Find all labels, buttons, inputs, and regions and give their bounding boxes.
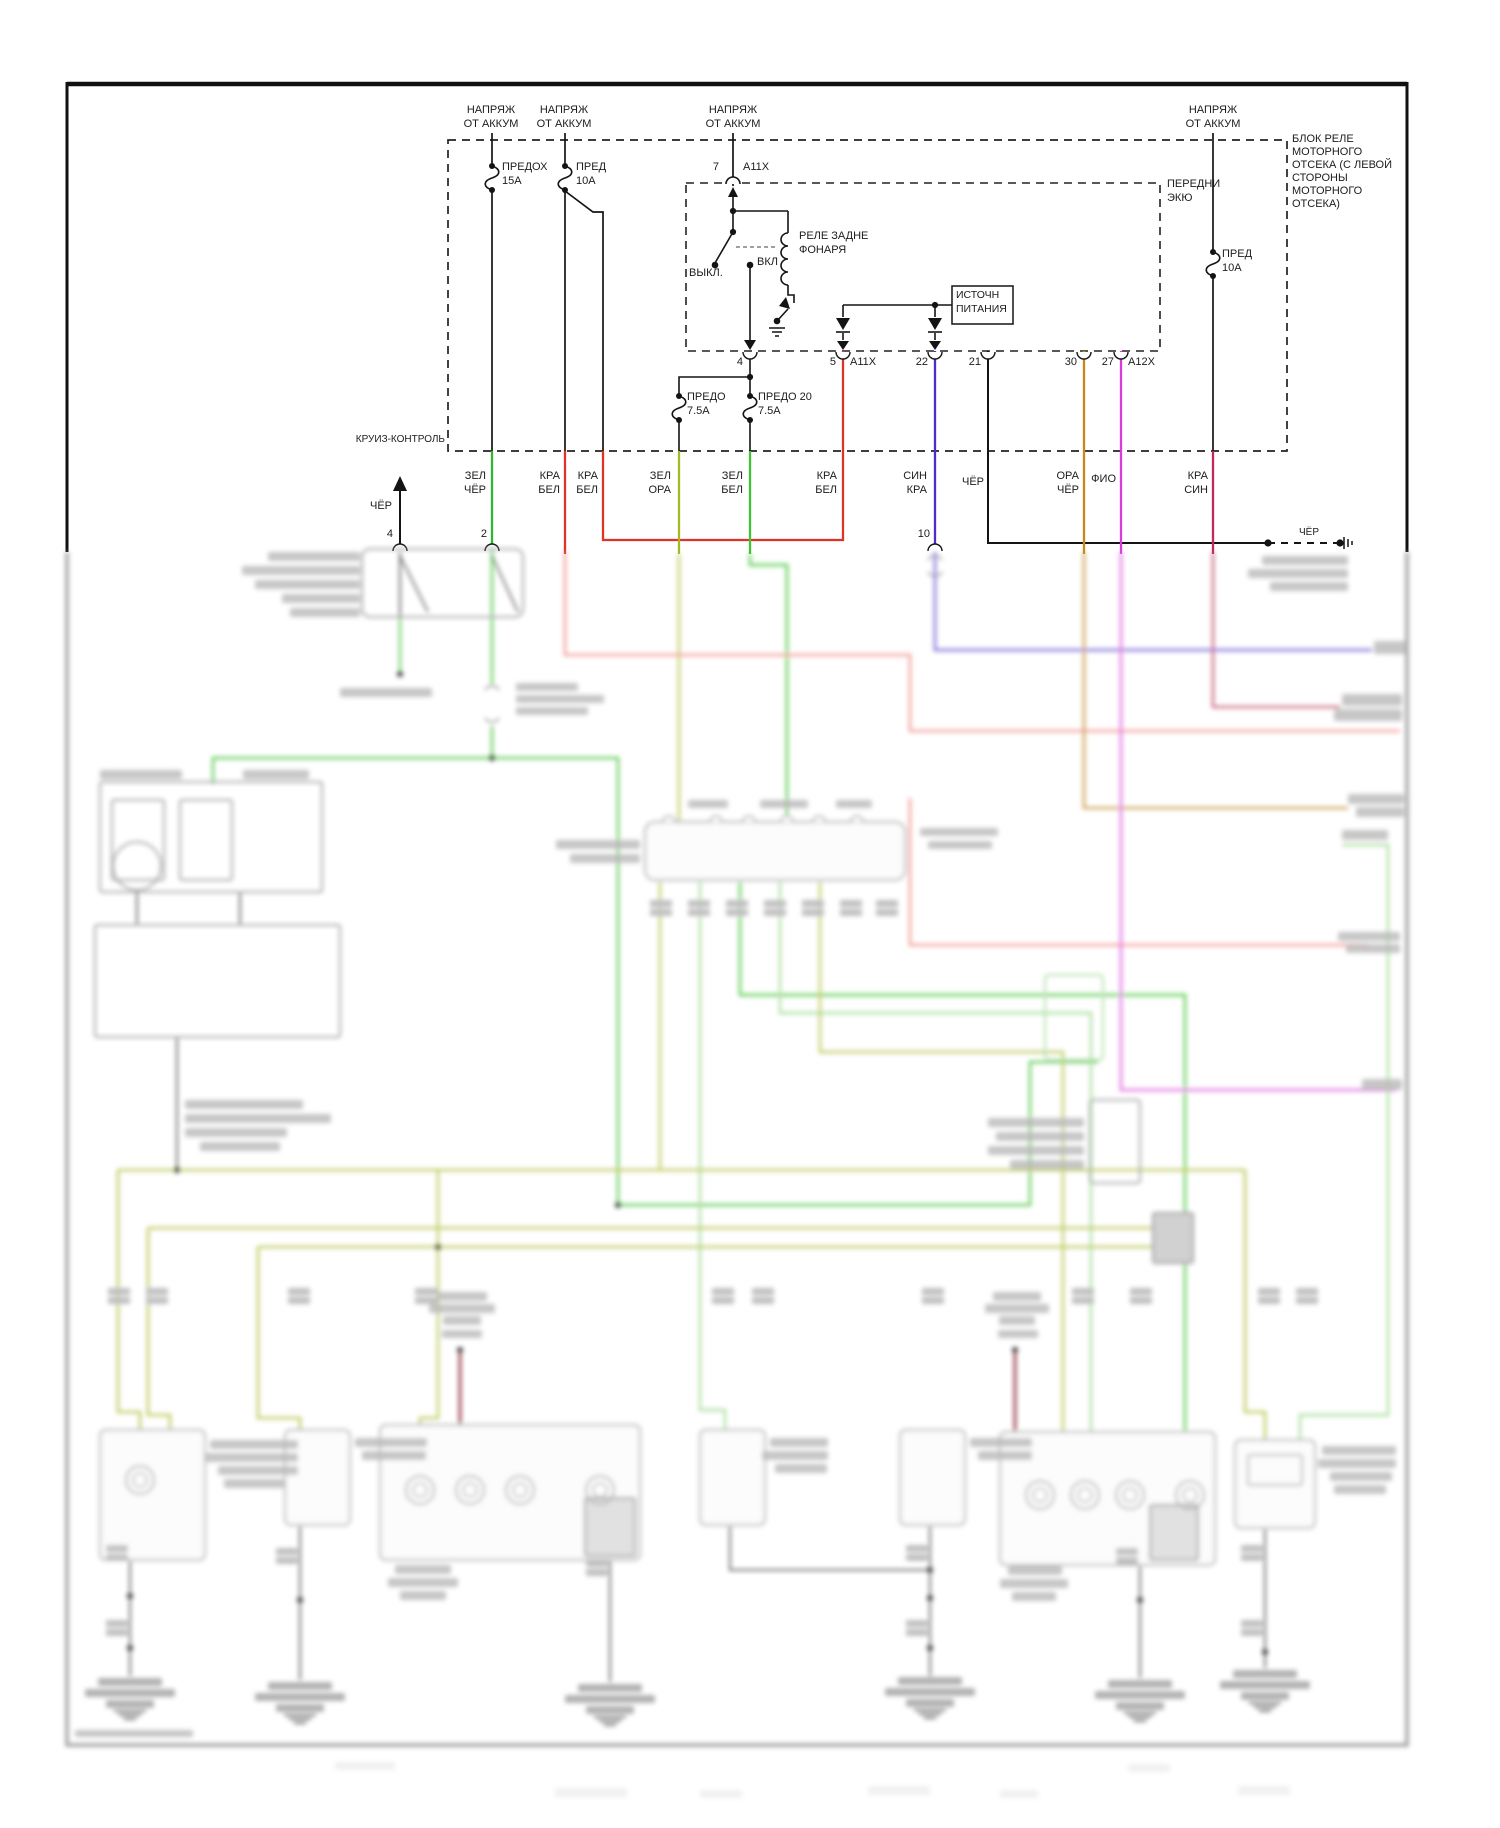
wire-label-sin-kra-2: КРА (906, 484, 927, 496)
fuse3-name: ПРЕДО (687, 391, 726, 403)
fuse2-rating: 10А (576, 175, 596, 187)
relay-block-label-line6: ОТСЕКА) (1292, 198, 1340, 210)
pin21-label: 21 (968, 356, 981, 368)
wire-label-cher-arrow: ЧЁР (369, 500, 392, 512)
wire-label-zel-cher-1: ЗЕЛ (464, 470, 486, 482)
power-source-label-line2: ПИТАНИЯ (956, 303, 1007, 315)
pin4-lower-label: 4 (386, 528, 393, 540)
connector-a12x-label: А12Х (1128, 356, 1155, 368)
wire-label-zel-bel-1: ЗЕЛ (721, 470, 743, 482)
relay-block-label-line4: СТОРОНЫ (1292, 172, 1348, 184)
front-ecu-label-line1: ПЕРЕДНИ (1167, 178, 1221, 190)
fuse1-rating: 15А (502, 175, 522, 187)
fuse5-rating: 10А (1222, 262, 1242, 274)
pin5-label: 5 (829, 356, 836, 368)
connector-a11x-top-label: А11Х (743, 161, 770, 173)
pin27-label: 27 (1101, 356, 1114, 368)
power-label-1-line2: ОТ АККУМ (463, 118, 519, 130)
relay-name-line1: РЕЛЕ ЗАДНЕ (799, 230, 869, 242)
relay-block-label-line2: МОТОРНОГО (1292, 146, 1363, 158)
power-label-3-line2: ОТ АККУМ (705, 118, 761, 130)
wire-label-cher-dashed: ЧЁР (1299, 527, 1320, 538)
wire-label-zel-bel-2: БЕЛ (721, 484, 743, 496)
pin10-label: 10 (917, 528, 930, 540)
wire-label-zel-ora-2: ОРА (648, 484, 671, 496)
pin7-label: 7 (712, 161, 719, 173)
relay-block-label-line5: МОТОРНОГО (1292, 185, 1363, 197)
wire-label-sin-kra-1: СИН (903, 470, 927, 482)
wire-label-kra-bel2-1: КРА (577, 470, 598, 482)
power-source-label-line1: ИСТОЧН (956, 289, 1000, 301)
wire-label-fio: ФИО (1091, 473, 1116, 485)
wire-label-zel-ora-1: ЗЕЛ (649, 470, 671, 482)
wire-label-ora-cher-2: ЧЁР (1056, 484, 1079, 496)
pin4-label: 4 (736, 356, 743, 368)
power-label-2-line1: НАПРЯЖ (539, 104, 589, 116)
relay-name-line2: ФОНАРЯ (799, 244, 847, 256)
fuse3-rating: 7.5А (687, 405, 710, 417)
connector-a11x-bottom-label: А11Х (850, 356, 877, 368)
wire-label-kra-sin-1: КРА (1187, 470, 1208, 482)
fuse5-name: ПРЕД (1222, 248, 1253, 260)
cruise-control-label: КРУИЗ-КОНТРОЛЬ (355, 434, 445, 445)
wire-label-kra-bel2-2: БЕЛ (576, 484, 598, 496)
wire-label-cher-pin21: ЧЁР (961, 476, 984, 488)
wire-label-kra-bel1-1: КРА (539, 470, 560, 482)
pin22-label: 22 (915, 356, 928, 368)
power-label-2-line2: ОТ АККУМ (536, 118, 592, 130)
power-label-3-line1: НАПРЯЖ (708, 104, 758, 116)
wire-label-zel-cher-2: ЧЁР (463, 484, 486, 496)
power-label-4-line1: НАПРЯЖ (1188, 104, 1238, 116)
relay-block-label-line1: БЛОК РЕЛЕ (1292, 133, 1354, 145)
pin2-label: 2 (480, 528, 487, 540)
switch-on-label: ВКЛ (757, 256, 778, 268)
wire-label-kra-sin-2: СИН (1184, 484, 1208, 496)
wire-label-kra-bel1-2: БЕЛ (538, 484, 560, 496)
wire-label-kra-bel3-1: КРА (816, 470, 837, 482)
fuse4-name: ПРЕДО 20 (758, 391, 812, 403)
power-label-1-line1: НАПРЯЖ (466, 104, 516, 116)
switch-off-label: ВЫКЛ. (689, 267, 723, 279)
fuse4-rating: 7.5А (758, 405, 781, 417)
wire-label-kra-bel3-2: БЕЛ (815, 484, 837, 496)
power-label-4-line2: ОТ АККУМ (1185, 118, 1241, 130)
fuse1-name: ПРЕДОХ (502, 161, 548, 173)
pin30-label: 30 (1064, 356, 1077, 368)
fuse2-name: ПРЕД (576, 161, 607, 173)
front-ecu-label-line2: ЭКЮ (1167, 192, 1193, 204)
wire-label-ora-cher-1: ОРА (1056, 470, 1079, 482)
relay-block-label-line3: ОТСЕКА (С ЛЕВОЙ (1292, 159, 1393, 171)
